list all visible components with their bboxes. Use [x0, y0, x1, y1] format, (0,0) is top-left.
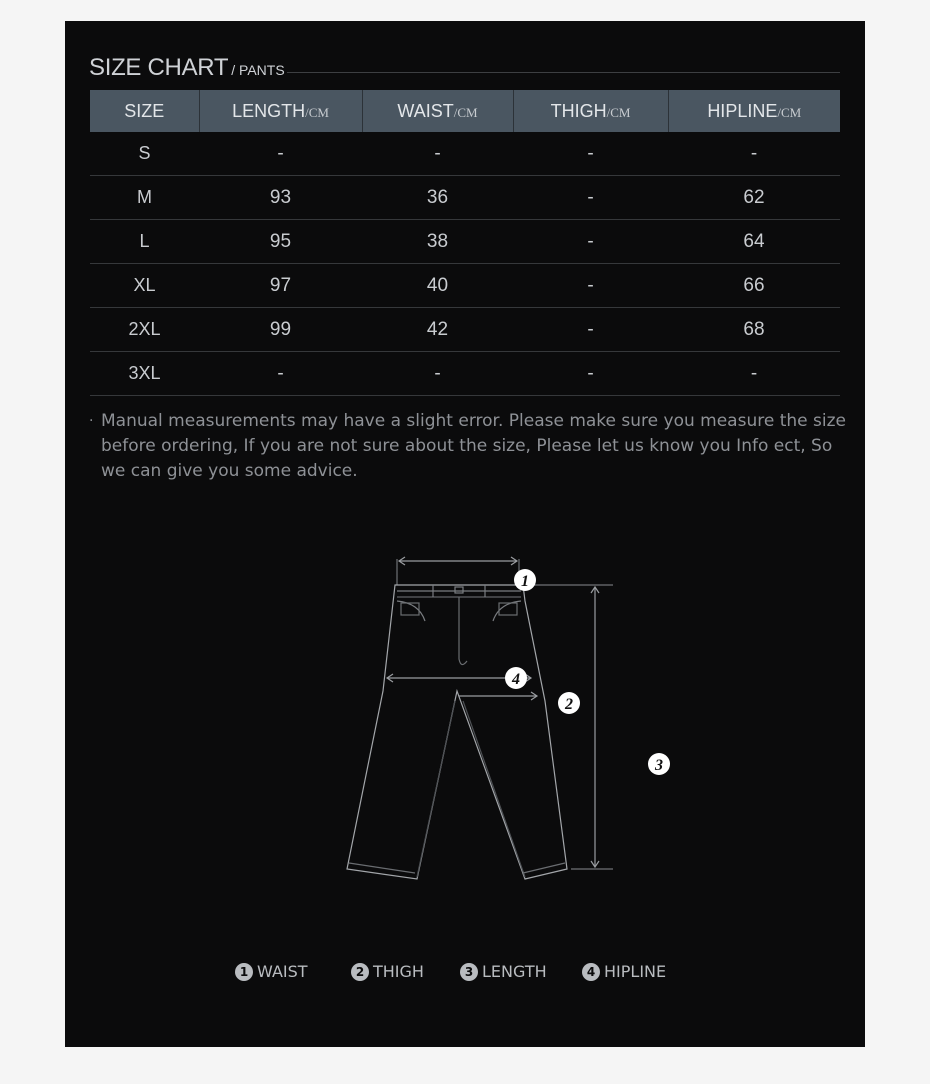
legend-item-thigh — [351, 961, 424, 981]
note-bullet: · — [89, 413, 94, 429]
cell-hipline: - — [668, 132, 840, 176]
header-hipline: HIPLINE/CM — [668, 90, 840, 132]
cell-waist: 42 — [362, 308, 513, 352]
table-row — [90, 132, 840, 176]
cell-hipline: 62 — [668, 176, 840, 220]
cell-size: XL — [90, 264, 199, 308]
legend-label-thigh: THIGH — [373, 962, 424, 981]
cell-thigh: - — [513, 132, 668, 176]
cell-waist: - — [362, 132, 513, 176]
legend-item-length — [460, 961, 547, 981]
size-chart-panel — [65, 21, 865, 1047]
title-sub: / PANTS — [231, 62, 285, 78]
marker-1-label: 1 — [521, 573, 529, 590]
cell-size: 2XL — [90, 308, 199, 352]
cell-hipline: 64 — [668, 220, 840, 264]
cell-thigh: - — [513, 220, 668, 264]
cell-hipline: 68 — [668, 308, 840, 352]
cell-thigh: - — [513, 308, 668, 352]
cell-thigh: - — [513, 176, 668, 220]
cell-length: - — [199, 132, 362, 176]
cell-length: 93 — [199, 176, 362, 220]
title-divider — [287, 72, 840, 73]
cell-waist: 40 — [362, 264, 513, 308]
marker-4-label: 4 — [512, 671, 520, 688]
title-main: SIZE CHART — [89, 54, 229, 81]
measurement-legend — [235, 961, 705, 983]
header-thigh: THIGH/CM — [513, 90, 668, 132]
size-table — [90, 90, 840, 396]
header-waist: WAIST/CM — [362, 90, 513, 132]
cell-hipline: 66 — [668, 264, 840, 308]
legend-num-3: 3 — [460, 963, 478, 981]
cell-thigh: - — [513, 264, 668, 308]
legend-label-length: LENGTH — [482, 962, 547, 981]
marker-3-label: 3 — [655, 757, 663, 774]
measurement-note — [89, 409, 849, 484]
header-size: SIZE — [90, 90, 199, 132]
cell-size: M — [90, 176, 199, 220]
legend-num-1: 1 — [235, 963, 253, 981]
cell-size: S — [90, 132, 199, 176]
legend-item-hipline — [582, 961, 666, 981]
legend-num-2: 2 — [351, 963, 369, 981]
legend-label-hipline: HIPLINE — [604, 962, 667, 981]
legend-item-waist — [235, 961, 308, 981]
legend-label-waist: WAIST — [257, 962, 308, 981]
table-row — [90, 176, 840, 220]
table-row — [90, 352, 840, 396]
table-row — [90, 308, 840, 352]
cell-size: 3XL — [90, 352, 199, 396]
cell-length: 99 — [199, 308, 362, 352]
table-row — [90, 220, 840, 264]
table-header-row — [90, 90, 840, 132]
page-title — [89, 54, 285, 82]
cell-length: - — [199, 352, 362, 396]
cell-length: 95 — [199, 220, 362, 264]
legend-num-4: 4 — [582, 963, 600, 981]
cell-thigh: - — [513, 352, 668, 396]
cell-waist: 38 — [362, 220, 513, 264]
table-row — [90, 264, 840, 308]
pants-outline-icon — [335, 541, 663, 911]
cell-length: 97 — [199, 264, 362, 308]
cell-hipline: - — [668, 352, 840, 396]
cell-size: L — [90, 220, 199, 264]
cell-waist: 36 — [362, 176, 513, 220]
note-text: Manual measurements may have a slight error. Please make sure you measure the size before ordering, If you are not sure about the size, Please let us know you Info ect, So we can give you some advice. — [101, 411, 846, 481]
cell-waist: - — [362, 352, 513, 396]
header-length: LENGTH/CM — [199, 90, 362, 132]
marker-2-label: 2 — [565, 696, 573, 713]
